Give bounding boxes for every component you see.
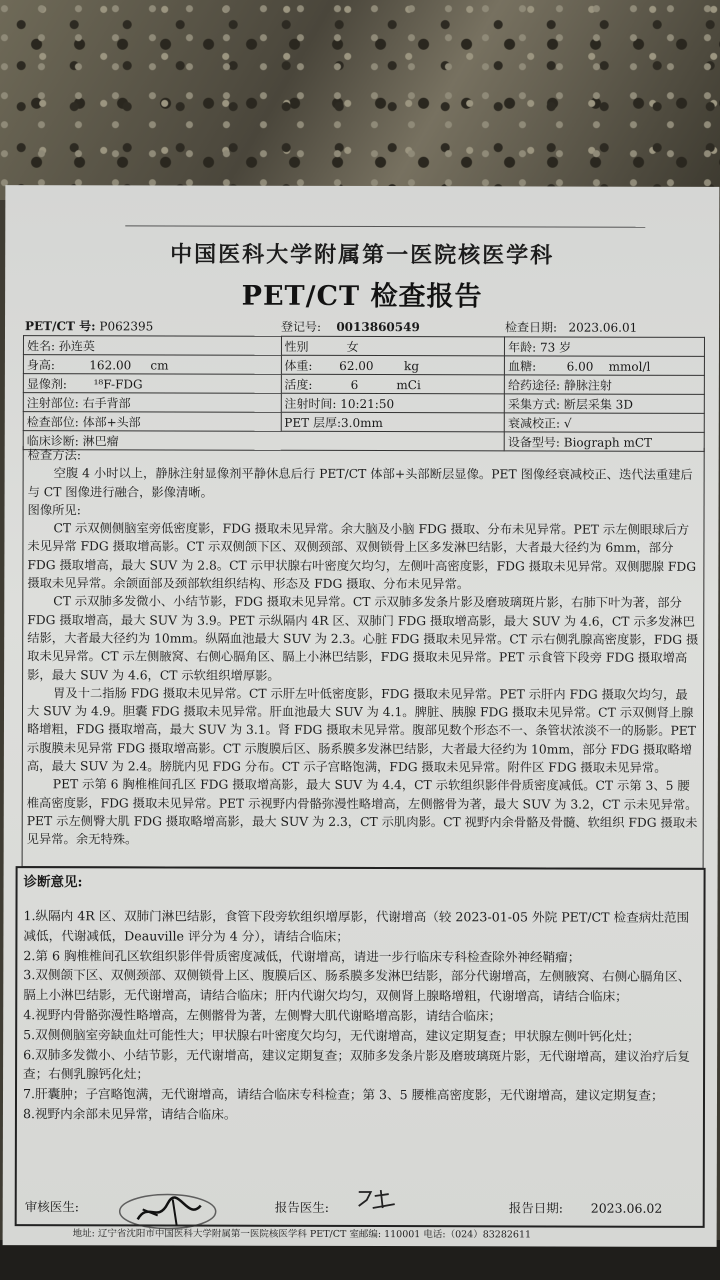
registration-number: 登记号: 0013860549 bbox=[281, 319, 420, 335]
glucose-cell: 血糖: 6.00 mmol/l bbox=[505, 356, 705, 376]
granite-background bbox=[0, 0, 720, 200]
exam-date: 检查日期: 2023.06.01 bbox=[504, 320, 638, 335]
findings-paragraph-2: CT 示双肺多发微小、小结节影，FDG 摄取未见异常。CT 示双肺多发条片影及磨玻璃斑片影，右肺下叶为著，部分 FDG 摄取增高，最大 SUV 为 3.9。PET 示纵隔内 4R 区、双肺门 FDG 摄取增高影，最大 SUV 为 4.6，CT 示多发淋巴结影，大者最大径约为 10mm。纵隔血池最大 SUV 为 2.3。心脏 FDG 摄取未见异常。CT 示右侧乳腺高密度影，FDG 摄取未见异常。CT 示左侧腋窝、右侧心膈角区、膈上小淋巴结影，FDG 摄取未见异常。PET 示食管下段旁 FDG 摄取增高影，最大 SUV 为 4.6，CT 示软组织增厚影。 bbox=[27, 594, 699, 683]
injection-time-cell: 注射时间: 10:21:50 bbox=[281, 393, 505, 413]
findings-paragraph-3: 胃及十二指肠 FDG 摄取未见异常。CT 示肝左叶低密度影，FDG 摄取未见异常。PET 示肝内 FDG 摄取欠均匀，最大 SUV 为 4.9。胆囊 FDG 摄取未见异常。肝血池最大 SUV 为 4.1。脾脏、胰腺 FDG 摄取未见异常。CT 示双侧肾上腺略增粗，FDG 摄取增高，最大 SUV 为 3.1。肾 FDG 摄取未见异常。腹部见数个形态不一、条管状浓淡不一的肠影。PET 示腹膜未见异常 FDG 摄取增高影。CT 示腹膜后区、肠系膜多发淋巴结影，大者最大径约为 10mm，部分 FDG 摄取略增高，最大 SUV 为 2.4。膀胱内见 FDG 分布。CT 示子宫略饱满，FDG 摄取未见异常。附件区 FDG 摄取未见异常。 bbox=[26, 686, 697, 775]
exam-body-section bbox=[22, 446, 705, 869]
diagnosis-item: 6.双肺多发微小、小结节影，无代谢增高，建议定期复查；双肺多发条片影及磨玻璃斑片影，无代谢增高，建议治疗后复查；右侧乳腺钙化灶； bbox=[23, 1046, 691, 1082]
route-cell: 给药途径: 静脉注射 bbox=[505, 375, 705, 395]
findings-paragraph-4: PET 示第 6 胸椎椎间孔区 FDG 摄取增高影，最大 SUV 为 4.4，CT 示软组织影伴骨质密度减低。CT 示第 3、5 腰椎高密度影，FDG 摄取未见异常。PET 示视野内骨骼弥漫性略增高，左侧髂骨为著，最大 SUV 为 3.2，CT 示未见异常。PET 示左侧臀大肌 FDG 摄取略增高影，最大 SUV 为 2.3，CT 示肌肉影。CT 视野内余骨骼及骨髓、软组织 FDG 摄取未见异常。余无特殊。 bbox=[26, 777, 698, 847]
method-text: 空腹 4 小时以上，静脉注射显像剂平静休息后行 PET/CT 体部+头部断层显像。PET 图像经衰减校正、迭代法重建后与 CT 图像进行融合，影像清晰。 bbox=[27, 466, 693, 500]
diagnosis-item: 5.双侧侧脑室旁缺血灶可能性大；甲状腺右叶密度欠均匀，无代谢增高，建议定期复查；甲状腺左侧叶钙化灶； bbox=[23, 1026, 640, 1044]
sex-cell: 性别 女 bbox=[281, 336, 505, 356]
diagnosis-item: 2.第 6 胸椎椎间孔区软组织影伴骨质密度减低，代谢增高，请进一步行临床专科检查除外神经鞘瘤； bbox=[23, 947, 581, 965]
clinical-diagnosis-cell: 临床诊断: 淋巴瘤 bbox=[23, 431, 504, 451]
petct-number: PET/CT 号: P062395 bbox=[25, 319, 154, 334]
diagnosis-item: 4.视野内骨骼弥漫性略增高，左侧髂骨为著，左侧臀大肌代谢略增高影，请结合临床； bbox=[23, 1007, 502, 1024]
name-cell: 姓名: 孙连英 bbox=[23, 336, 281, 356]
height-cell: 身高: 162.00 cm bbox=[23, 355, 281, 375]
reviewer-label: 审核医生: bbox=[24, 1199, 79, 1215]
weight-cell: 体重: 62.00 kg bbox=[281, 355, 505, 375]
patient-info-table bbox=[23, 335, 705, 452]
diagnosis-item: 8.视野内余部未见异常，请结合临床。 bbox=[22, 1106, 237, 1122]
reporter-label: 报告医生: bbox=[274, 1199, 329, 1215]
doctor-signature-icon bbox=[355, 1186, 405, 1212]
injection-site-cell: 注射部位: 右手背部 bbox=[23, 393, 281, 413]
report-paper bbox=[3, 185, 720, 1247]
activity-cell: 活度: 6 mCi bbox=[281, 374, 505, 394]
diagnosis-item: 1.纵隔内 4R 区、双肺门淋巴结影，食管下段旁软组织增厚影，代谢增高（较 2023-01-05 外院 PET/CT 检查病灶范围减低，代谢减低，Deauville 评分为 4 分），请结合临床； bbox=[23, 908, 690, 944]
findings-paragraph-1: CT 示双侧侧脑室旁低密度影，FDG 摄取未见异常。余大脑及小脑 FDG 摄取、分布未见异常。PET 示左侧眼球后方未见异常 FDG 摄取增高影。CT 示双侧颌下区、双侧颈部、双侧锁骨上区多发淋巴结影，大者最大径约为 6mm，部分 FDG 摄取增高，最大 SUV 为 2.8。CT 示甲状腺右叶密度欠均匀，左侧叶高密度影，FDG 摄取未见异常。双侧腮腺 FDG 摄取未见异常。余颌面部及颈部软组织结构、形态及 FDG 摄取、分布未见异常。 bbox=[27, 521, 697, 592]
diagnosis-item: 7.肝囊肿；子宫略饱满，无代谢增高，请结合临床专科检查；第 3、5 腰椎高密度影，无代谢增高，建议定期复查； bbox=[22, 1086, 664, 1103]
header-rule bbox=[125, 225, 645, 227]
hospital-name: 中国医科大学附属第一医院核医学科 bbox=[170, 241, 555, 269]
report-title: PET/CT 检查报告 bbox=[241, 280, 483, 313]
method-heading: 检查方法: bbox=[27, 448, 82, 463]
acquisition-cell: 采集方式: 断层采集 3D bbox=[504, 394, 704, 414]
slice-thickness-cell: PET 层厚:3.0mm bbox=[281, 412, 505, 432]
age-cell: 年龄: 73 岁 bbox=[505, 337, 705, 357]
diagnosis-section bbox=[15, 866, 706, 1228]
diagnosis-item: 3.双侧颌下区、双侧颈部、双侧锁骨上区、腹膜后区、肠系膜多发淋巴结影，部分代谢增高，左侧腋窝、右侧心膈角区、膈上小淋巴结影，无代谢增高，请结合临床；肝内代谢欠均匀，双侧肾上腺略增粗，代谢增高，请结合临床； bbox=[23, 967, 691, 1004]
decay-correction-cell: 衰减校正: √ bbox=[504, 413, 704, 433]
agent-cell: 显像剂: ¹⁸F-FDG bbox=[23, 374, 281, 394]
report-date: 报告日期: 2023.06.02 bbox=[508, 1200, 663, 1216]
diagnosis-heading: 诊断意见: bbox=[23, 874, 83, 891]
footer-address: 地址: 辽宁省沈阳市中国医科大学附属第一医院核医学科 PET/CT 室邮编: 110001 电话:（024）83282611 bbox=[72, 1228, 532, 1241]
exam-part-cell: 检查部位: 体部+头部 bbox=[23, 412, 281, 432]
device-cell: 设备型号: Biograph mCT bbox=[504, 432, 704, 452]
findings-heading: 图像所见: bbox=[27, 503, 81, 518]
